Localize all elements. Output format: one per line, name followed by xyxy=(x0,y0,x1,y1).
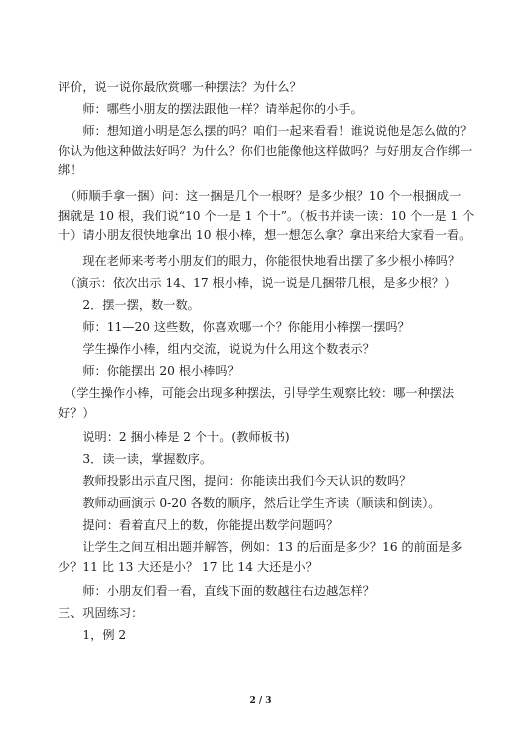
paragraph: 教师投影出示直尺图，提问：你能读出我们今天认识的数吗？ xyxy=(58,474,412,488)
paragraph: 2．摆一摆，数一数。 xyxy=(58,298,200,312)
paragraph: 让学生之间互相出题并解答，例如：13 的后面是多少？16 的前面是多 少？11 比 13 大还是小？ 17 比 14 大还是小？ xyxy=(58,540,463,574)
paragraph: 师：你能摆出 20 根小棒吗？ xyxy=(58,364,240,378)
paragraph: 师：小朋友们看一看，直线下面的数越往右边越怎样？ xyxy=(58,584,375,598)
paragraph: （师顺手拿一捆）问：这一捆是几个一根呀？是多少根？10 个一根捆成一 捆就是 10 根，我们说“10 个一是 1 个十”。（板书并读一读：10 个一是 1 个 十）请小朋友很快地拿出 10 根小棒，想一想怎么拿？拿出来给大家看一看。 xyxy=(58,189,475,242)
paragraph: 现在老师来考考小朋友们的眼力，你能很快地看出摆了多少根小棒吗？ xyxy=(58,254,461,268)
paragraph: 提问：看着直尺上的数，你能提出数学问题吗？ xyxy=(58,518,339,532)
paragraph: （学生操作小棒，可能会出现多种摆法，引导学生观察比较：哪一种摆法 好？） xyxy=(58,386,455,420)
section-heading: 三、巩固练习： xyxy=(58,606,144,620)
paragraph: 3．读一读，掌握数序。 xyxy=(58,452,213,466)
paragraph: 师：想知道小明是怎么摆的吗？咱们一起来看看！谁说说他是怎么做的？ 你认为他这种做法好吗？为什么？你们也能像他这样做吗？与好朋友合作绑一 绑！ xyxy=(58,124,473,177)
paragraph: 教师动画演示 0-20 各数的顺序，然后让学生齐读（顺读和倒读）。 xyxy=(58,496,441,510)
paragraph: （演示：依次出示 14、17 根小棒，说一说是几捆带几根，是多少根？） xyxy=(58,276,457,290)
paragraph: 师：哪些小朋友的摆法跟他一样？请举起你的小手。 xyxy=(58,102,363,116)
paragraph: 1，例 2 xyxy=(58,628,127,642)
paragraph: 评价，说一说你最欣赏哪一种摆法？为什么？ xyxy=(58,80,302,94)
paragraph: 师：11—20 这些数，你喜欢哪一个？你能用小棒摆一摆吗？ xyxy=(58,320,410,334)
page-number: 2 / 3 xyxy=(249,696,272,706)
paragraph: 说明：2 捆小棒是 2 个十。(教师板书) xyxy=(58,430,290,444)
paragraph: 学生操作小棒，组内交流，说说为什么用这个数表示？ xyxy=(58,342,375,356)
